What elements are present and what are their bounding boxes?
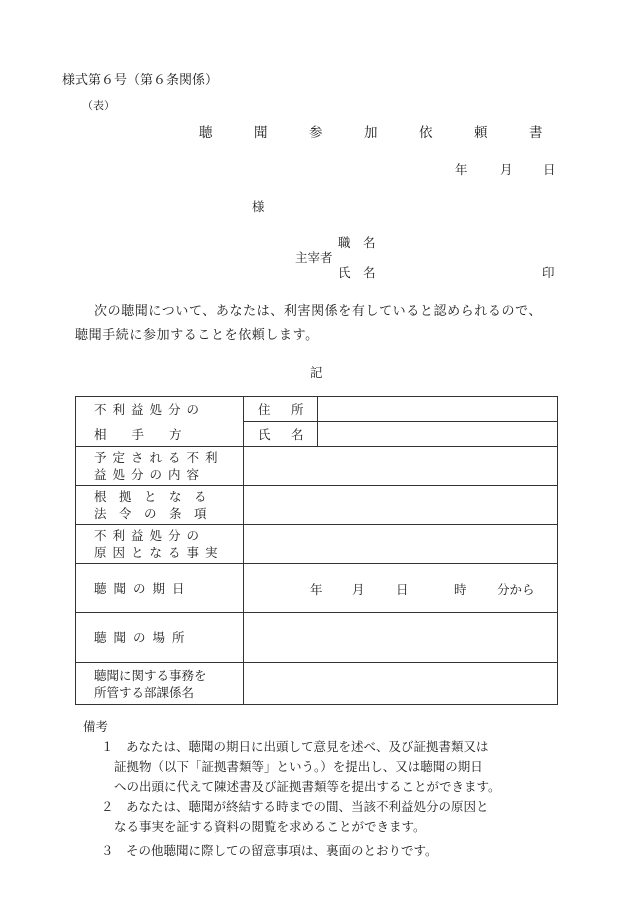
content-label: 予定される不利 益処分の内容: [76, 447, 244, 486]
addressee-suffix: 様: [252, 199, 265, 214]
table-row: [76, 564, 558, 613]
address-value-cell[interactable]: [318, 397, 558, 422]
note-item-2-line-1: ２ あなたは、聴聞が終結する時までの間、当該不利益処分の原因と: [101, 799, 489, 814]
party-label-1: 不利益処分の: [76, 397, 244, 422]
ki-mark: 記: [310, 365, 323, 380]
form-number: 様式第６号（第６条関係）: [62, 73, 219, 88]
hearing-date-year: 年: [310, 582, 323, 597]
cause-value-cell[interactable]: [244, 525, 558, 564]
sender-role: 主宰者: [295, 250, 333, 265]
note-item-2-line-2: なる事実を証する資料の閲覧を求めることができます。: [114, 819, 426, 834]
department-value-cell[interactable]: [244, 663, 558, 705]
hearing-date-hour: 時: [454, 582, 467, 597]
basis-label: 根 拠 と な る 法 令 の 条 項: [76, 486, 244, 525]
hearing-date-label: 聴聞の期日: [76, 564, 244, 613]
hearing-form-table: [75, 396, 558, 705]
table-row: [76, 525, 558, 564]
table-row: [76, 397, 558, 422]
note-item-1-line-3: への出頭に代えて陳述書及び証拠書類等を提出することができます。: [114, 779, 501, 794]
hearing-date-month: 月: [352, 582, 365, 597]
notes-heading: 備考: [83, 719, 109, 734]
address-label-cell: 住 所: [244, 397, 318, 422]
note-item-1-line-2: 証拠物（以下「証拠書類等」という。）を提出し、又は聴聞の期日: [114, 759, 483, 774]
table-row: [76, 422, 558, 447]
date-year: 年: [455, 162, 468, 177]
table-row: [76, 447, 558, 486]
body-line-1: 次の聴聞について、あなたは、利害関係を有していると認められるので、: [94, 304, 543, 319]
sender-name-label: 氏 名: [338, 265, 376, 280]
hearing-date-day: 日: [396, 582, 409, 597]
hearing-place-value-cell[interactable]: [244, 613, 558, 663]
document-title: 聴 聞 参 加 依 頼 書: [199, 125, 557, 141]
department-label: 聴聞に関する事務を 所管する部課係名: [76, 663, 244, 705]
date-month: 月: [500, 162, 513, 177]
name-label-cell: 氏 名: [244, 422, 318, 447]
cause-label: 不利益処分の 原因となる事実: [76, 525, 244, 564]
date-day: 日: [543, 162, 556, 177]
table-row: [76, 486, 558, 525]
note-item-3-line-1: ３ その他聴聞に際しての留意事項は、裏面のとおりです。: [101, 843, 438, 858]
basis-value-cell[interactable]: [244, 486, 558, 525]
hearing-date-value-cell[interactable]: [244, 564, 558, 613]
notes-section: [83, 717, 501, 861]
table-row: [76, 663, 558, 705]
content-value-cell[interactable]: [244, 447, 558, 486]
sender-position-label: 職 名: [338, 235, 376, 250]
hearing-date-minute: 分から: [497, 582, 535, 597]
body-line-2: 聴聞手続に参加することを依頼します。: [75, 328, 319, 343]
note-item-1-line-1: １ あなたは、聴聞の期日に出頭して意見を述べ、及び証拠書類又は: [101, 739, 489, 754]
seal-mark: 印: [542, 265, 555, 280]
table-row: [76, 613, 558, 663]
hearing-place-label: 聴聞の場所: [76, 613, 244, 663]
party-label-2: 相 手 方: [76, 422, 244, 447]
form-side-label: （表）: [82, 99, 115, 112]
name-value-cell[interactable]: [318, 422, 558, 447]
